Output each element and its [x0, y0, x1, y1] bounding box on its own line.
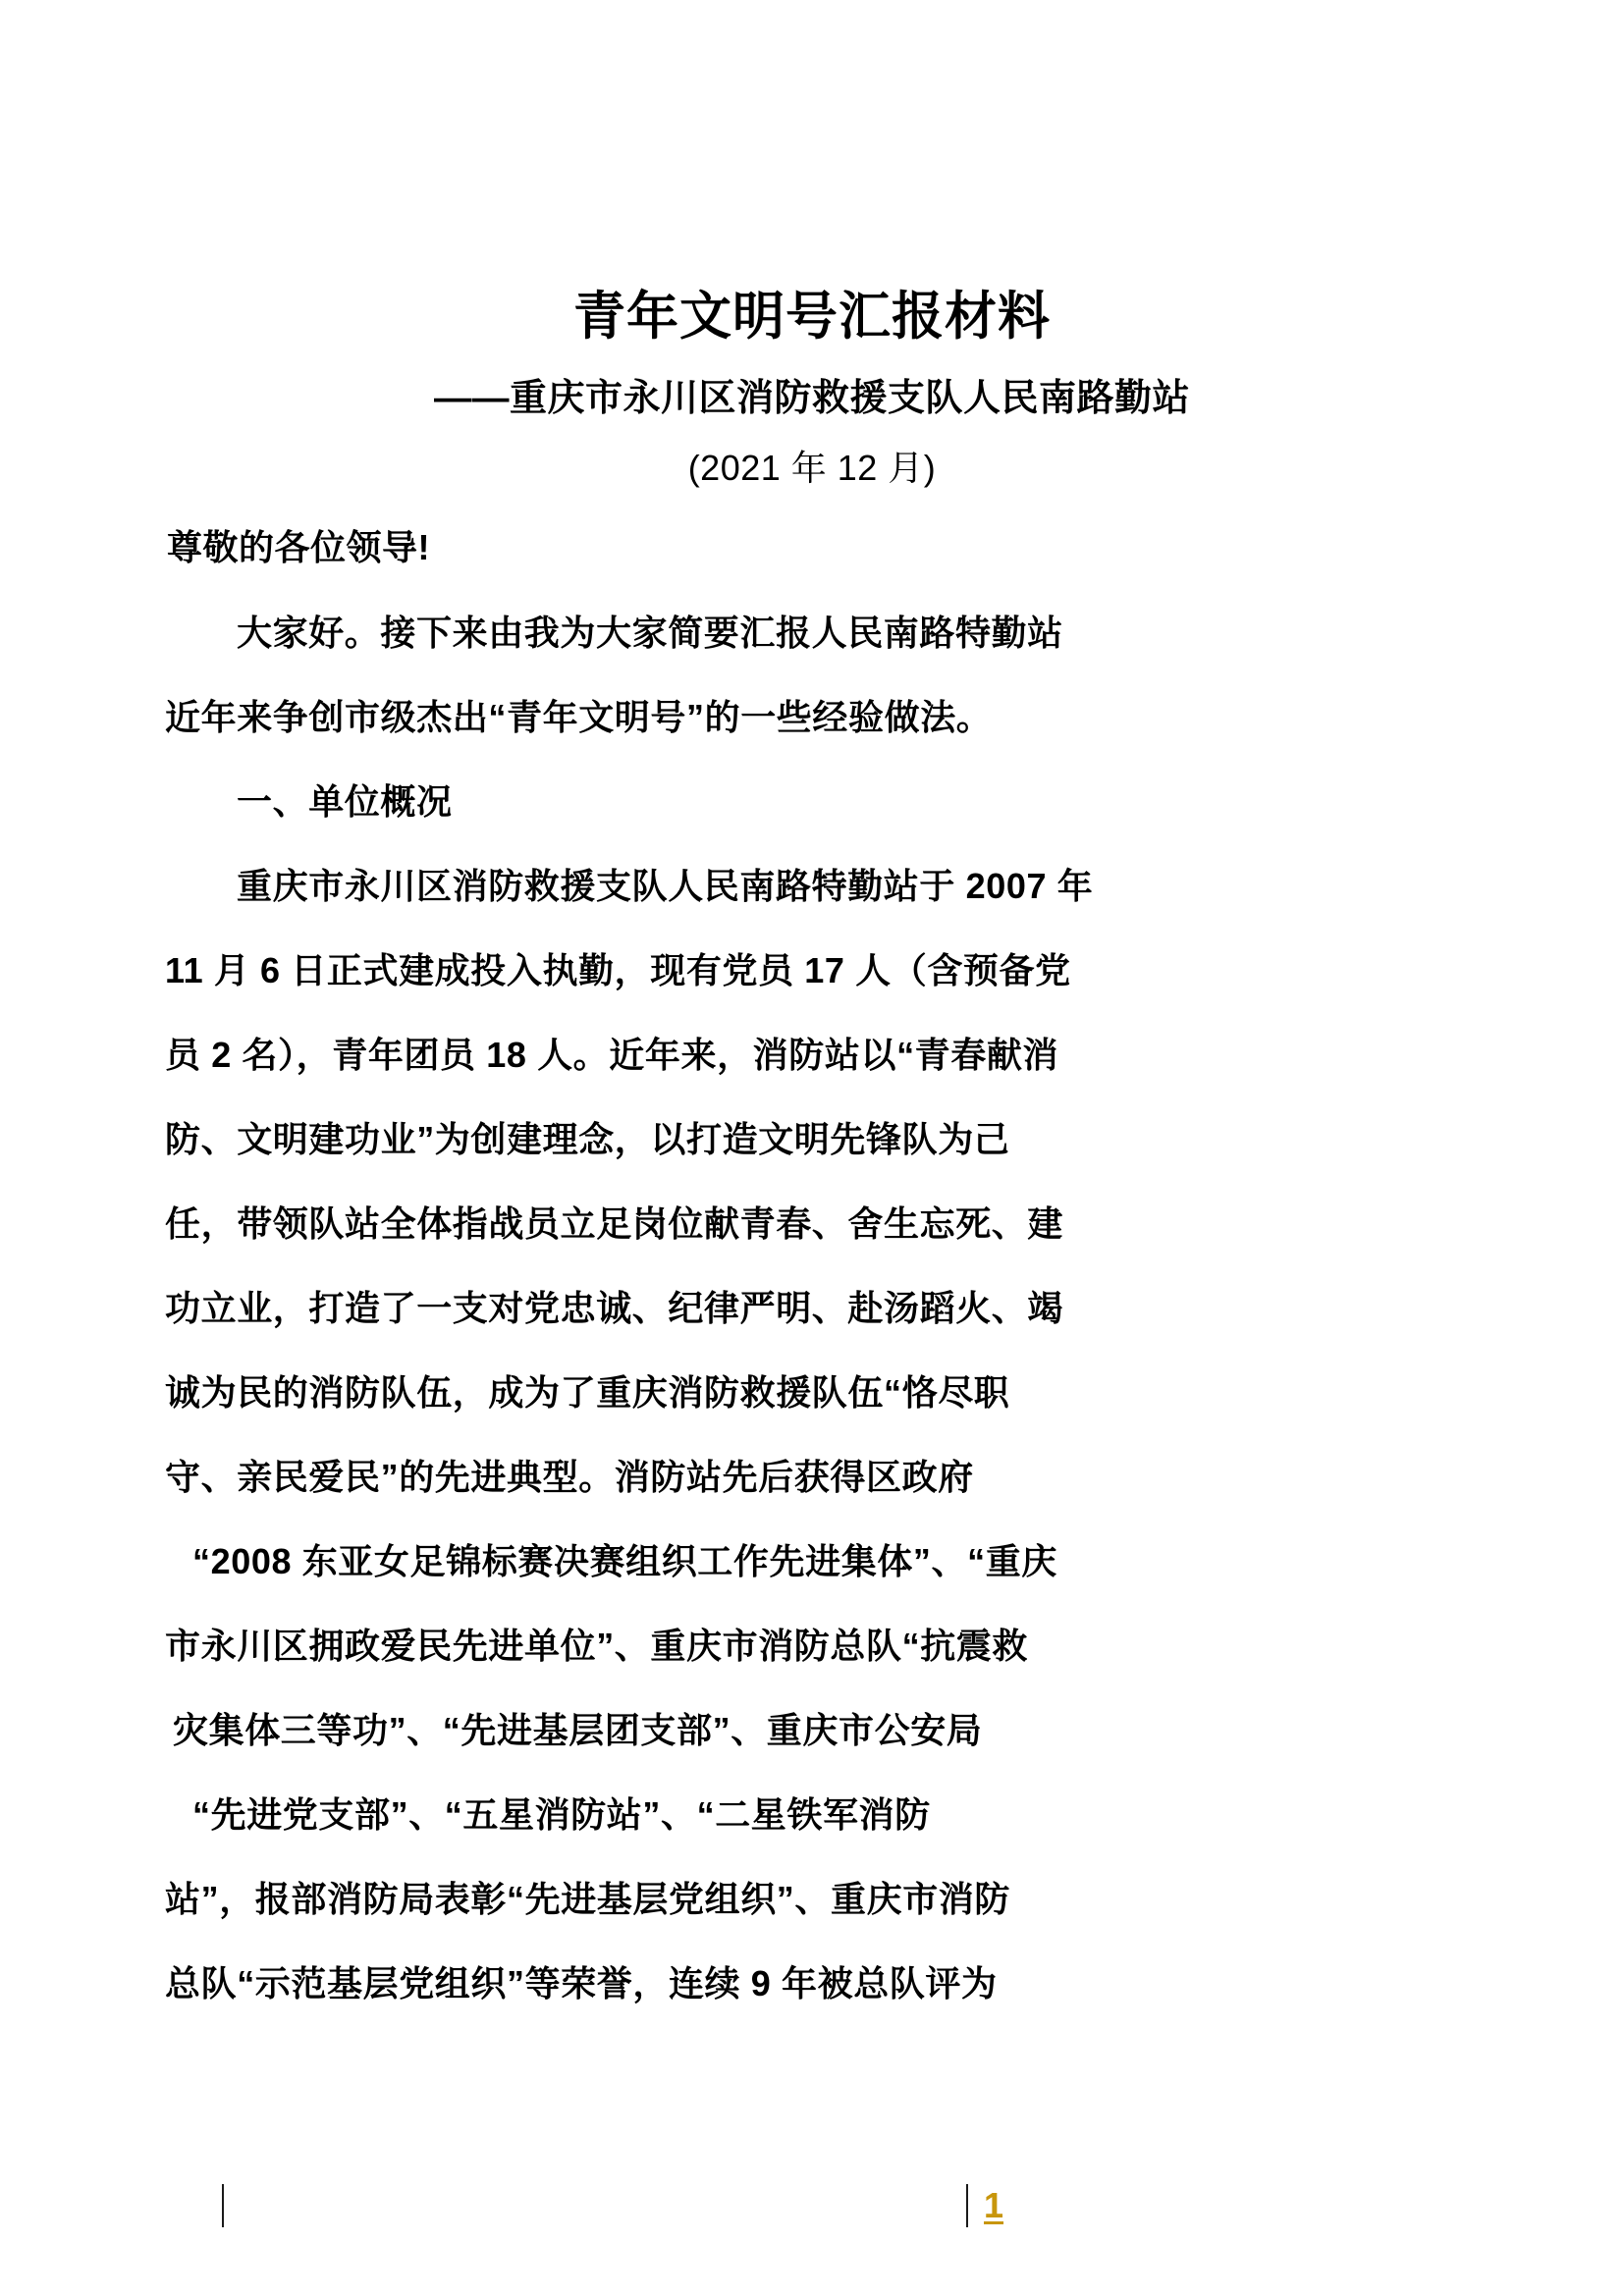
page-title: 青年文明号汇报材料 — [573, 288, 1051, 346]
paragraph-unit-overview — [0, 844, 1624, 2026]
body-line: 灾集体三等功”、“先进基层团支部”、重庆市公安局 — [173, 1710, 983, 1751]
body-line: 任，带领队站全体指战员立足岗位献青春、舍生忘死、建 — [165, 1203, 1064, 1245]
document-body — [0, 491, 1624, 2026]
body-line: 重庆市永川区消防救援支队人民南路特勤站于 2007 年 — [237, 866, 1094, 907]
section-heading: 一、单位概况 — [237, 781, 453, 823]
body-line: 总队“示范基层党组织”等荣誉，连续 9 年被总队评为 — [165, 1963, 998, 2004]
body-line: 防、文明建功业”为创建理念，以打造文明先锋队为己 — [165, 1119, 1010, 1160]
body-line: 诚为民的消防队伍，成为了重庆消防救援队伍“恪尽职 — [165, 1372, 1010, 1414]
body-line: 11 月 6 日正式建成投入执勤，现有党员 17 人（含预备党 — [165, 950, 1071, 991]
section-heading-wrap — [0, 760, 1624, 844]
body-line: “2008 东亚女足锦标赛决赛组织工作先进集体”、“重庆 — [192, 1541, 1057, 1582]
body-line: 守、亲民爱民”的先进典型。消防站先后获得区政府 — [165, 1457, 974, 1498]
body-line: “先进党支部”、“五星消防站”、“二星铁军消防 — [192, 1794, 931, 1836]
salutation: 尊敬的各位领导! — [167, 527, 430, 568]
body-line: 市永川区拥政爱民先进单位”、重庆市消防总队“抗震救 — [165, 1626, 1029, 1667]
body-line: 大家好。接下来由我为大家简要汇报人民南路特勤站 — [237, 613, 1063, 654]
page-number: 1 — [984, 2185, 1004, 2225]
body-line: 功立业，打造了一支对党忠诚、纪律严明、赴汤蹈火、竭 — [165, 1288, 1064, 1329]
document-date: (2021 年 12 月) — [687, 447, 937, 488]
body-line: 站”，报部消防局表彰“先进基层党组织”、重庆市消防 — [165, 1879, 1011, 1920]
body-line: 员 2 名），青年团员 18 人。近年来，消防站以“青春献消 — [165, 1035, 1059, 1076]
page-footer — [0, 2172, 1624, 2241]
document-subtitle: ——重庆市永川区消防救援支队人民南路勤站 — [433, 378, 1190, 420]
body-line: 近年来争创市级杰出“青年文明号”的一些经验做法。 — [165, 697, 993, 738]
crop-mark-right-icon — [966, 2184, 968, 2227]
paragraph-greeting — [0, 565, 1624, 760]
crop-mark-left-icon — [222, 2184, 224, 2227]
